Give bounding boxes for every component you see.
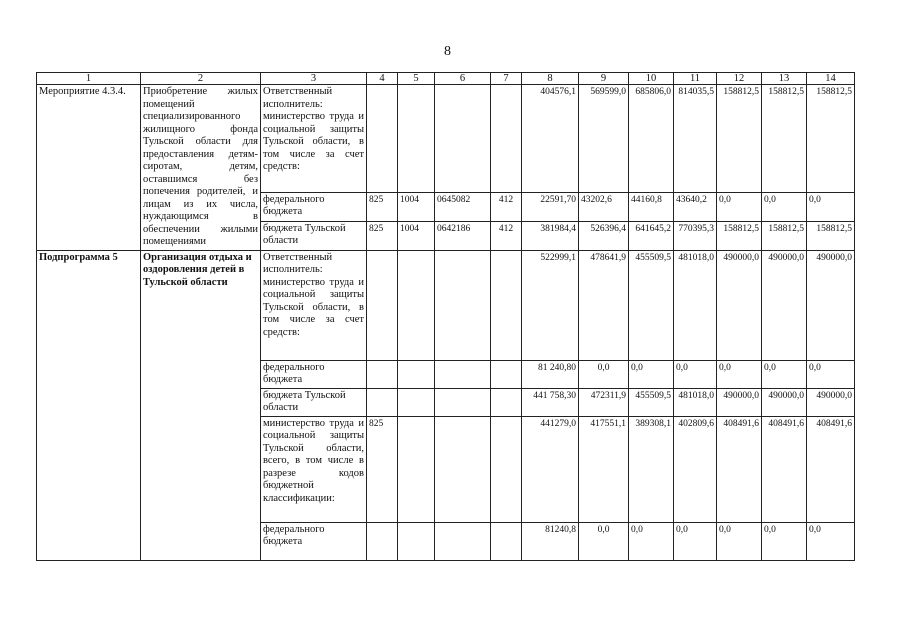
code-cell — [367, 388, 398, 416]
value-cell: 441279,0 — [522, 416, 579, 522]
code-cell: 825 — [367, 192, 398, 221]
column-number: 6 — [435, 73, 491, 85]
value-cell: 44160,8 — [629, 192, 674, 221]
value-cell: 770395,3 — [674, 221, 717, 250]
value-cell: 408491,6 — [717, 416, 762, 522]
funding-source: бюджета Тульской области — [261, 221, 367, 250]
value-cell: 441 758,30 — [522, 388, 579, 416]
code-cell — [398, 522, 435, 560]
measure-description: Приобретение жилых помещений специализированного жилищного фонда Тульской области для предоставления детям-сиротам, детям, оставшимся без попечения родителей, и лицам из их числа, нуждающимся в обеспечении жилыми помещениями — [141, 85, 261, 251]
subprogram-description: Организация отдыха и оздоровления детей в Тульской области — [141, 250, 261, 560]
column-number: 10 — [629, 73, 674, 85]
column-number: 4 — [367, 73, 398, 85]
code-cell — [367, 360, 398, 388]
code-cell — [367, 85, 398, 193]
value-cell: 490000,0 — [807, 250, 855, 360]
funding-source: федерального бюджета — [261, 192, 367, 221]
value-cell: 404576,1 — [522, 85, 579, 193]
column-number: 2 — [141, 73, 261, 85]
code-cell: 412 — [491, 221, 522, 250]
column-number: 7 — [491, 73, 522, 85]
code-cell — [435, 522, 491, 560]
code-cell — [435, 388, 491, 416]
value-cell: 0,0 — [762, 360, 807, 388]
value-cell: 0,0 — [807, 192, 855, 221]
value-cell: 0,0 — [807, 522, 855, 560]
code-cell — [398, 416, 435, 522]
value-cell: 158812,5 — [762, 85, 807, 193]
code-cell — [491, 85, 522, 193]
measure-label: Мероприятие 4.3.4. — [37, 85, 141, 251]
value-cell: 158812,5 — [762, 221, 807, 250]
code-cell — [491, 388, 522, 416]
funding-source: Ответственный исполнитель: министерство труда и социальной защиты Тульской области, в том числе за счет средств: — [261, 85, 367, 193]
value-cell: 0,0 — [579, 522, 629, 560]
code-cell — [367, 522, 398, 560]
column-number-row — [37, 73, 855, 85]
value-cell: 0,0 — [807, 360, 855, 388]
value-cell: 0,0 — [579, 360, 629, 388]
code-cell — [491, 522, 522, 560]
value-cell: 0,0 — [629, 522, 674, 560]
value-cell: 490000,0 — [717, 388, 762, 416]
column-number: 13 — [762, 73, 807, 85]
page-number: 8 — [444, 44, 451, 59]
subprogram-label: Подпрограмма 5 — [37, 250, 141, 560]
value-cell: 158812,5 — [717, 85, 762, 193]
value-cell: 0,0 — [674, 360, 717, 388]
value-cell: 389308,1 — [629, 416, 674, 522]
value-cell: 455509,5 — [629, 388, 674, 416]
code-cell — [435, 85, 491, 193]
value-cell: 158812,5 — [807, 85, 855, 193]
value-cell: 0,0 — [762, 192, 807, 221]
code-cell: 412 — [491, 192, 522, 221]
code-cell: 0645082 — [435, 192, 491, 221]
value-cell: 408491,6 — [762, 416, 807, 522]
column-number: 1 — [37, 73, 141, 85]
value-cell: 0,0 — [717, 522, 762, 560]
value-cell: 417551,1 — [579, 416, 629, 522]
value-cell: 0,0 — [629, 360, 674, 388]
value-cell: 455509,5 — [629, 250, 674, 360]
column-number: 5 — [398, 73, 435, 85]
code-cell — [491, 360, 522, 388]
value-cell: 490000,0 — [717, 250, 762, 360]
code-cell — [398, 360, 435, 388]
code-cell — [435, 250, 491, 360]
code-cell — [435, 416, 491, 522]
code-cell — [435, 360, 491, 388]
code-cell: 825 — [367, 416, 398, 522]
value-cell: 478641,9 — [579, 250, 629, 360]
value-cell: 490000,0 — [762, 250, 807, 360]
budget-table — [36, 72, 855, 561]
value-cell: 81240,8 — [522, 522, 579, 560]
code-cell — [398, 250, 435, 360]
table-row — [37, 85, 855, 193]
value-cell: 569599,0 — [579, 85, 629, 193]
code-cell: 0642186 — [435, 221, 491, 250]
value-cell: 22591,70 — [522, 192, 579, 221]
value-cell: 158812,5 — [807, 221, 855, 250]
value-cell: 481018,0 — [674, 388, 717, 416]
value-cell: 685806,0 — [629, 85, 674, 193]
funding-source: федерального бюджета — [261, 522, 367, 560]
code-cell: 825 — [367, 221, 398, 250]
value-cell: 490000,0 — [762, 388, 807, 416]
value-cell: 0,0 — [717, 192, 762, 221]
column-number: 11 — [674, 73, 717, 85]
value-cell: 0,0 — [762, 522, 807, 560]
column-number: 12 — [717, 73, 762, 85]
code-cell — [491, 416, 522, 522]
table-row — [37, 250, 855, 360]
value-cell: 158812,5 — [717, 221, 762, 250]
code-cell: 1004 — [398, 192, 435, 221]
value-cell: 43202,6 — [579, 192, 629, 221]
column-number: 3 — [261, 73, 367, 85]
column-number: 8 — [522, 73, 579, 85]
code-cell: 1004 — [398, 221, 435, 250]
value-cell: 0,0 — [717, 360, 762, 388]
value-cell: 526396,4 — [579, 221, 629, 250]
value-cell: 481018,0 — [674, 250, 717, 360]
code-cell — [367, 250, 398, 360]
code-cell — [398, 85, 435, 193]
column-number: 14 — [807, 73, 855, 85]
column-number: 9 — [579, 73, 629, 85]
value-cell: 381984,4 — [522, 221, 579, 250]
funding-source: федерального бюджета — [261, 360, 367, 388]
value-cell: 43640,2 — [674, 192, 717, 221]
value-cell: 490000,0 — [807, 388, 855, 416]
funding-source: бюджета Тульской области — [261, 388, 367, 416]
value-cell: 814035,5 — [674, 85, 717, 193]
code-cell — [491, 250, 522, 360]
funding-source: Ответственный исполнитель: министерство труда и социальной защиты Тульской области, в том числе за счет средств: — [261, 250, 367, 360]
value-cell: 81 240,80 — [522, 360, 579, 388]
code-cell — [398, 388, 435, 416]
funding-source: министерство труда и социальной защиты Тульской области, всего, в том числе в разрезе кодов бюджетной классификации: — [261, 416, 367, 522]
value-cell: 641645,2 — [629, 221, 674, 250]
value-cell: 522999,1 — [522, 250, 579, 360]
value-cell: 408491,6 — [807, 416, 855, 522]
value-cell: 402809,6 — [674, 416, 717, 522]
value-cell: 0,0 — [674, 522, 717, 560]
value-cell: 472311,9 — [579, 388, 629, 416]
